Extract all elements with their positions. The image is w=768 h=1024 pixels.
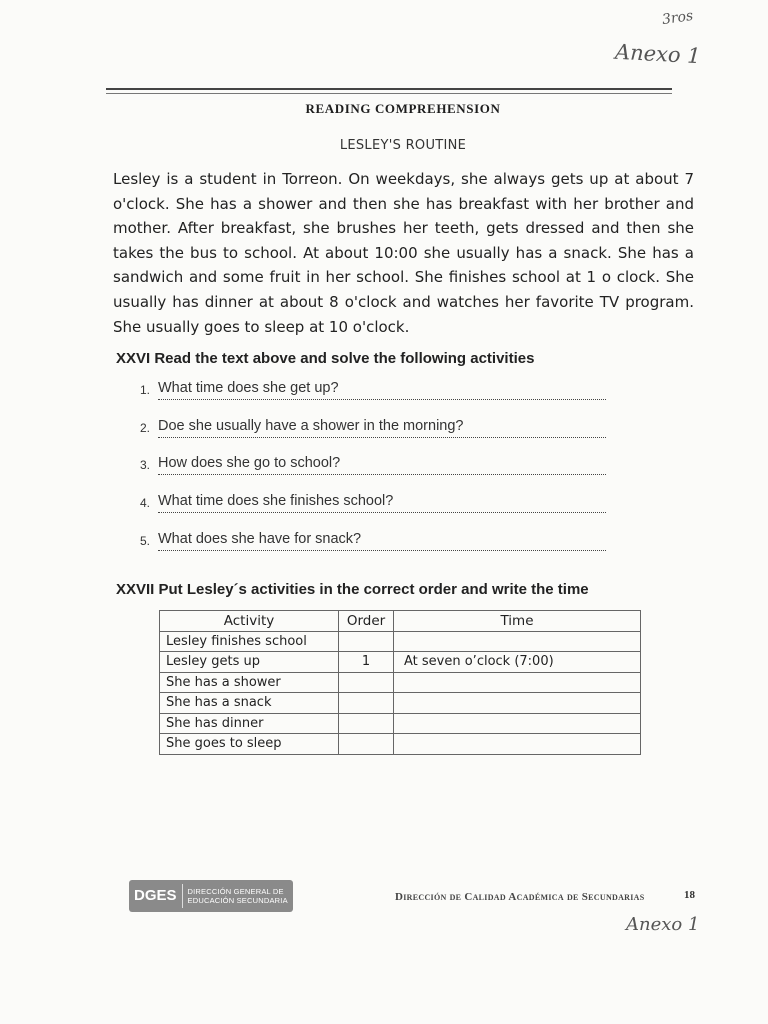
question-number: 4. [139, 496, 150, 511]
question-item [134, 455, 614, 493]
question-number: 3. [139, 458, 150, 473]
time-cell[interactable] [394, 672, 641, 693]
question-text: What time does she get up? [158, 380, 339, 396]
question-item [134, 380, 614, 418]
question-text: What time does she finishes school? [158, 493, 394, 510]
time-cell[interactable] [394, 631, 641, 652]
table-row [160, 713, 641, 734]
time-cell[interactable]: At seven o’clock (7:00) [394, 652, 641, 673]
question-text: What does she have for snack? [158, 530, 362, 547]
question-item [134, 493, 614, 531]
question-item [134, 531, 614, 569]
section-xxvii-title: XXVII Put Lesley´s activities in the correct order and write the time [116, 581, 589, 598]
question-number: 5. [139, 533, 150, 548]
table-row [160, 693, 641, 714]
activity-cell: Lesley gets up [160, 652, 339, 673]
answer-line[interactable] [158, 474, 606, 475]
order-cell[interactable] [339, 672, 394, 693]
logo-line-1: DIRECCIÓN GENERAL DE [187, 887, 284, 896]
table-row [160, 672, 641, 693]
activity-cell: Lesley finishes school [160, 631, 339, 652]
order-cell[interactable] [339, 734, 394, 755]
question-text: How does she go to school? [158, 455, 341, 472]
table-header-row [160, 611, 641, 632]
section-xxvi-title: XXVI Read the text above and solve the following activities [116, 350, 535, 367]
dges-logo [129, 880, 293, 912]
header-divider [106, 88, 672, 94]
question-list [134, 380, 614, 568]
time-cell[interactable] [394, 734, 641, 755]
time-cell[interactable] [394, 693, 641, 714]
time-cell[interactable] [394, 713, 641, 734]
answer-line[interactable] [158, 512, 606, 513]
answer-line[interactable] [158, 399, 606, 400]
page-title: READING COMPREHENSION [305, 101, 501, 116]
order-cell[interactable] [339, 631, 394, 652]
activity-cell: She has a shower [160, 672, 339, 693]
logo-line-2: EDUCACIÓN SECUNDARIA [187, 896, 288, 905]
handwritten-annex-label: Anexo 1 [614, 39, 702, 69]
logo-mark: DGES [129, 884, 183, 908]
answer-line[interactable] [158, 550, 606, 551]
table-row [160, 631, 641, 652]
table-row [160, 734, 641, 755]
page-number: 18 [684, 889, 695, 901]
question-number: 2. [139, 420, 150, 435]
activity-cell: She goes to sleep [160, 734, 339, 755]
activity-table [159, 610, 641, 755]
handwritten-annex-footer: Anexo 1 [626, 914, 700, 935]
col-header-activity: Activity [160, 611, 339, 632]
order-cell[interactable] [339, 693, 394, 714]
reading-title: LESLEY'S ROUTINE [339, 138, 467, 153]
question-number: 1. [139, 383, 150, 397]
order-cell[interactable] [339, 713, 394, 734]
reading-passage: Lesley is a student in Torreon. On weekdays, she always gets up at about 7 o'clock. She has a shower and then she has breakfast with her brother and mother. After breakfast, she brushes her teeth, gets dressed and then she takes the bus to school. At about 10:00 she usually has a snack. She has a sandwich and some fruit in her school. She finishes school at 1 o clock. She usually has dinner at about 8 o'clock and watches her favorite TV program. She usually goes to sleep at 10 o'clock. [113, 170, 694, 336]
activity-cell: She has dinner [160, 713, 339, 734]
table-row [160, 652, 641, 673]
col-header-time: Time [394, 611, 641, 632]
order-cell[interactable]: 1 [339, 652, 394, 673]
question-text: Doe she usually have a shower in the morning? [158, 417, 464, 434]
col-header-order: Order [339, 611, 394, 632]
answer-line[interactable] [158, 437, 606, 438]
activity-cell: She has a snack [160, 693, 339, 714]
handwritten-grade-note: 3ros [661, 7, 695, 29]
question-item [134, 418, 614, 456]
logo-text [183, 887, 288, 905]
footer-department: Dirección de Calidad Académica de Secundarias [395, 891, 645, 903]
